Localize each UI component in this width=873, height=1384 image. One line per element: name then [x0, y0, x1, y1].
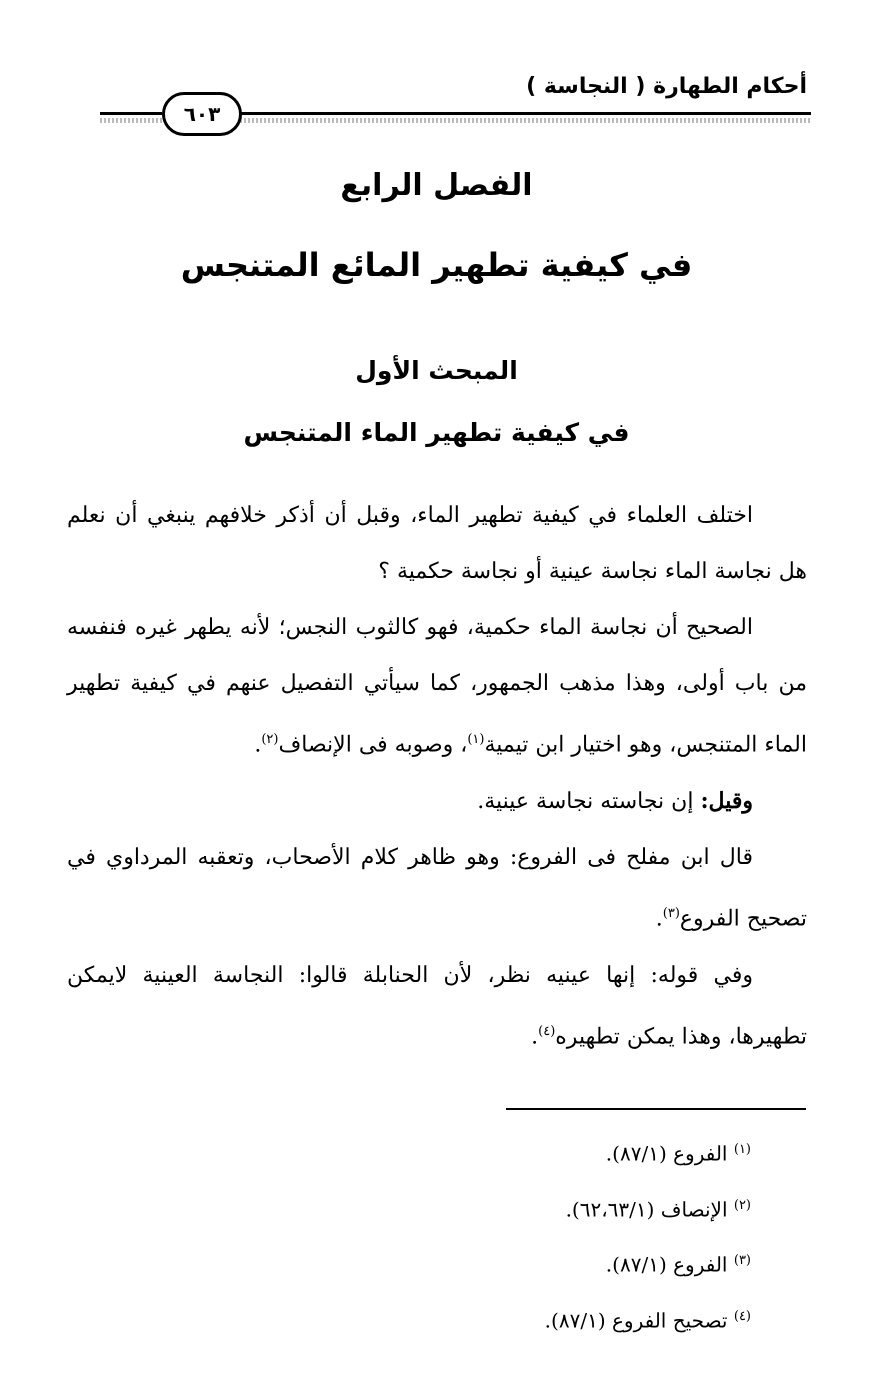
- paragraph-label: وقيل:: [700, 788, 753, 815]
- page-number: ٦٠٣: [162, 92, 242, 136]
- footnote-ref[interactable]: (٣): [662, 906, 680, 922]
- footnote-ref[interactable]: (١): [467, 732, 485, 747]
- footnote-ref[interactable]: (٢): [261, 732, 279, 747]
- footnote-text: الفروع (٨٧/١).: [605, 1252, 734, 1277]
- running-title: أحكام الطهارة ( النجاسة ): [526, 74, 807, 99]
- paragraph-text: ، وصوبه فى الإنصاف: [278, 732, 468, 758]
- paragraph: [67, 773, 807, 830]
- footnote-number: (٢): [733, 1197, 751, 1213]
- paragraph-text: اختلف العلماء في كيفية تطهير الماء، وقبل أن أذكر خلافهم ينبغي أن نعلم هل نجاسة الماء نجاسة عينية أو نجاسة حكمية ؟: [67, 503, 807, 584]
- footnotes: [151, 1124, 751, 1347]
- paragraph-text: الصحيح أن نجاسة الماء حكمية، فهو كالثوب النجس؛ لأنه يطهر غيره فنفسه من باب أولى، وهذا مذهب الجمهور، كما سيأتي التفصيل عنهم في كيفية تطهير الماء المتنجس، وهو اختيار ابن تيمية: [67, 615, 807, 758]
- footnote-text: تصحيح الفروع (٨٧/١).: [544, 1308, 734, 1333]
- paragraph-text: .: [655, 906, 663, 932]
- footnote-text: الفروع (٨٧/١).: [605, 1141, 734, 1166]
- footnote-number: (٤): [733, 1308, 751, 1324]
- section-heading: المبحث الأول: [355, 356, 518, 385]
- paragraph: [67, 488, 807, 600]
- section-title: في كيفية تطهير الماء المتنجس: [243, 418, 630, 447]
- paragraph: [67, 948, 807, 1065]
- footnote-divider: [506, 1108, 806, 1110]
- body-text: [67, 488, 807, 1065]
- paragraph: [67, 830, 807, 947]
- paragraph-text: .: [531, 1023, 539, 1049]
- chapter-heading: الفصل الرابع: [340, 168, 533, 203]
- footnote: [151, 1291, 751, 1347]
- footnote: [151, 1235, 751, 1291]
- paragraph: [67, 600, 807, 773]
- footnote-text: الإنصاف (٦٢،٦٣/١).: [565, 1197, 734, 1222]
- footnote: [151, 1180, 751, 1236]
- header-rule-right: [236, 112, 811, 115]
- paragraph-text: قال ابن مفلح فى الفروع: وهو ظاهر كلام الأصحاب، وتعقبه المرداوي في تصحيح الفروع: [67, 845, 807, 932]
- paragraph-text: إن نجاسته نجاسة عينية.: [477, 789, 701, 815]
- paragraph-text: .: [254, 732, 262, 758]
- header-rule-left: [100, 112, 162, 115]
- paragraph-text: وفي قوله: إنها عينيه نظر، لأن الحنابلة قالوا: النجاسة العينية لايمكن تطهيرها، وهذا يمكن تطهيره: [67, 962, 807, 1049]
- footnote-number: (١): [733, 1142, 751, 1157]
- footnote-number: (٣): [733, 1253, 751, 1269]
- chapter-title: في كيفية تطهير المائع المتنجس: [180, 246, 693, 284]
- footnote-ref[interactable]: (٤): [538, 1023, 556, 1039]
- footnote: [151, 1124, 751, 1180]
